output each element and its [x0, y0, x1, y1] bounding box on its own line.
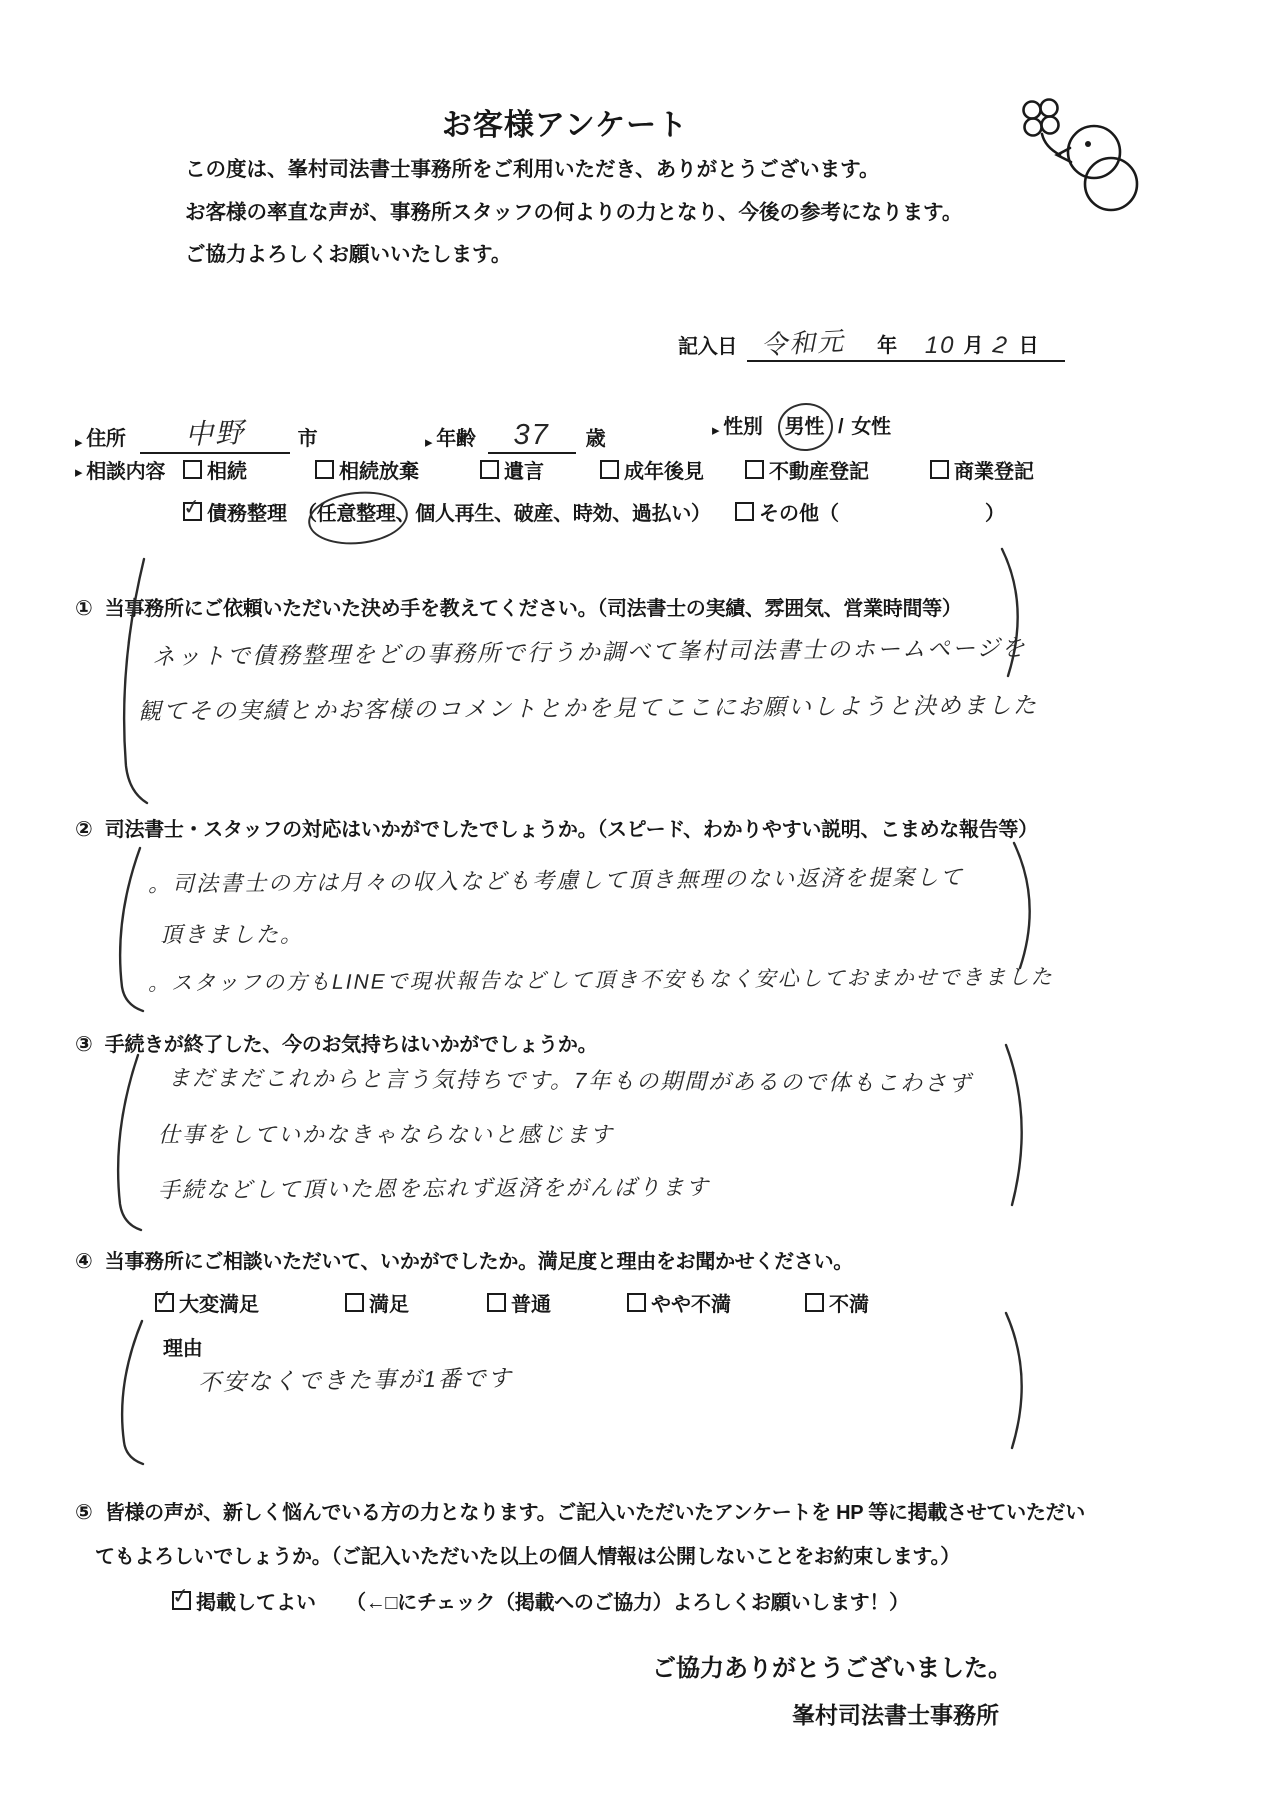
checkbox[interactable]: [930, 460, 949, 479]
date-year-unit: 年: [877, 335, 897, 357]
answer-bracket-left: [112, 1318, 148, 1468]
question-number: ①: [75, 597, 93, 620]
checkbox-taihen-manzoku[interactable]: [155, 1288, 259, 1317]
checkbox[interactable]: [480, 460, 499, 479]
checkbox[interactable]: [627, 1293, 646, 1312]
intro-line-3: ご協力よろしくお願いいたします。: [185, 243, 512, 266]
checkbox-label: 普通: [511, 1294, 551, 1316]
question-3: [75, 1028, 597, 1057]
age-unit: 歳: [585, 428, 606, 450]
checkbox[interactable]: [183, 460, 202, 479]
answer-line: 仕事をしていかなきゃならないと感じます: [158, 1122, 615, 1147]
question-text: 当事務所にご相談いただいて、いかがでしたか。満足度と理由をお聞かせください。: [104, 1251, 853, 1273]
checkbox[interactable]: [345, 1293, 364, 1312]
checkbox-label: やや不満: [651, 1294, 731, 1316]
question-number: ⑤: [75, 1501, 93, 1524]
age-group: [425, 410, 605, 454]
age-value: 37: [513, 419, 550, 451]
consult-label: 相談内容: [86, 461, 166, 483]
checkbox[interactable]: [735, 502, 754, 521]
address-unit: 市: [297, 428, 318, 450]
checkbox-manzoku[interactable]: [345, 1288, 409, 1317]
page-title: お客様アンケート: [441, 109, 689, 142]
checkbox-keisai[interactable]: [172, 1586, 316, 1615]
checkbox[interactable]: [745, 460, 764, 479]
footer-office-name: 峯村司法書士事務所: [792, 1702, 999, 1728]
checkbox[interactable]: [172, 1591, 191, 1610]
question-1: [75, 592, 962, 621]
question-text: 手続きが終了した、今のお気持ちはいかがでしょうか。: [104, 1034, 598, 1056]
reason-label: 理由: [163, 1338, 203, 1360]
checkbox-yuigon[interactable]: [480, 455, 544, 484]
question-number: ③: [75, 1033, 93, 1056]
checkbox-label: 満足: [369, 1294, 409, 1316]
checkbox-label: 相続放棄: [339, 461, 419, 483]
paren-rest: 、個人再生、破産、時効、過払い）: [395, 503, 711, 525]
checkbox[interactable]: [805, 1293, 824, 1312]
checkbox[interactable]: [315, 460, 334, 479]
reason-answer: 不安なくできた事が1番です: [197, 1364, 513, 1396]
intro-line-2: お客様の率直な声が、事務所スタッフの何よりの力となり、今後の参考になります。: [185, 201, 963, 224]
address-field[interactable]: [140, 410, 290, 454]
bullet-icon: ▸: [75, 434, 83, 451]
checkbox-seinen-kouken[interactable]: [600, 455, 704, 484]
sonota-paren-close: ）: [985, 503, 1005, 525]
gender-option-male[interactable]: 男性: [785, 410, 824, 439]
checkbox-label: 商業登記: [954, 461, 1034, 483]
answer-bracket-left: [114, 556, 150, 808]
age-label: 年齢: [436, 428, 476, 450]
answer-line: 。司法書士の方は月々の収入なども考慮して頂き無理のない返済を提案して: [147, 864, 965, 897]
question-5: [75, 1496, 1085, 1525]
age-field[interactable]: [488, 410, 576, 454]
checkbox-label: 大変満足: [179, 1294, 259, 1316]
question-2: [75, 813, 1038, 842]
checkbox-label: 掲載してよい: [196, 1592, 316, 1614]
date-row: [678, 316, 1065, 362]
checkbox-label: 遺言: [504, 461, 544, 483]
checkbox-fudousan-touki[interactable]: [745, 455, 869, 484]
consent-note: （←□にチェック（掲載へのご協力）よろしくお願いします！）: [346, 1592, 909, 1614]
checkbox-label: 不動産登記: [769, 461, 869, 483]
answer-bracket-right: [1008, 840, 1046, 972]
address-value: 中野: [184, 416, 246, 451]
checkbox-souzoku[interactable]: [183, 455, 247, 484]
bullet-icon: ▸: [75, 464, 83, 481]
date-day-unit: 日: [1018, 335, 1039, 357]
intro-line-1: この度は、峯村司法書士事務所をご利用いただき、ありがとうございます。: [185, 158, 880, 181]
consent-row: [172, 1586, 909, 1615]
gender-label: 性別: [723, 416, 763, 438]
date-fill-line[interactable]: [747, 316, 1065, 362]
bird-clover-icon: [1008, 92, 1143, 212]
date-label: 記入日: [678, 336, 738, 358]
gender-separator: /: [838, 416, 844, 438]
answer-line: 手続などして頂いた恩を忘れず返済をがんばります: [157, 1174, 711, 1203]
address-group: [75, 410, 317, 454]
checkbox[interactable]: [487, 1293, 506, 1312]
gender-group: [712, 410, 891, 442]
question-4: [75, 1245, 853, 1274]
date-month-unit: 月: [963, 335, 984, 357]
checkbox-fuman[interactable]: [805, 1288, 869, 1317]
answer-line: まだまだこれからと言う気持ちです。7年もの期間があるので体もこわさず: [167, 1065, 973, 1096]
checkbox-label: 不満: [829, 1294, 869, 1316]
question-number: ②: [75, 818, 93, 841]
question-text-line1: 皆様の声が、新しく悩んでいる方の力となります。ご記入いただいたアンケートを HP 等に掲載させていただい: [104, 1502, 1085, 1524]
question-text: 司法書士・スタッフの対応はいかがでしたでしょうか。（スピード、わかりやすい説明、こまめな報告等）: [104, 819, 1038, 841]
bird-body: [1057, 126, 1137, 210]
checkbox[interactable]: [600, 460, 619, 479]
checkbox-futsuu[interactable]: [487, 1288, 551, 1317]
checkbox-sonota[interactable]: [735, 497, 839, 526]
date-month-value: 10: [924, 332, 956, 359]
clover-icon: [1024, 100, 1061, 156]
question-text: 当事務所にご依頼いただいた決め手を教えてください。（司法書士の実績、雰囲気、営業時間等）: [104, 598, 962, 620]
debt-detail-text: [297, 497, 711, 526]
checkbox-souzoku-houki[interactable]: [315, 455, 419, 484]
question-number: ④: [75, 1250, 93, 1273]
bullet-icon: ▸: [425, 434, 433, 451]
answer-bracket-left: [108, 1052, 144, 1234]
checkbox-label: 債務整理: [207, 503, 287, 525]
question-text-line2: てもよろしいでしょうか。（ご記入いただいた以上の個人情報は公開しないことをお約束します。）: [95, 1546, 960, 1568]
checkbox-label: その他（: [759, 503, 839, 525]
checkbox-label: 成年後見: [624, 461, 704, 483]
answer-line: ネットで債務整理をどの事務所で行うか調べて峯村司法書士のホームページを: [151, 634, 1027, 670]
answer-bracket-right: [1000, 1042, 1038, 1209]
checkbox[interactable]: [183, 502, 202, 521]
footer-thanks: ご協力ありがとうございました。: [652, 1655, 1012, 1682]
answer-bracket-left: [110, 845, 146, 1015]
checkbox-yaya-fuman[interactable]: [627, 1288, 731, 1317]
answer-line: 観てその実績とかお客様のコメントとかを見てここにお願いしようと決めました: [137, 691, 1039, 725]
date-era-value: 令和元: [760, 325, 846, 361]
address-label: 住所: [86, 428, 126, 450]
answer-line: 。スタッフの方もLINEで現状報告などして頂き不安もなく安心しておまかせできました: [147, 965, 1054, 996]
answer-line: 頂きました。: [160, 922, 305, 947]
date-day-value: 2: [991, 331, 1011, 360]
checkbox-shougyou-touki[interactable]: [930, 455, 1034, 484]
checkbox[interactable]: [155, 1293, 174, 1312]
checkbox-label: 相続: [207, 461, 247, 483]
gender-option-female[interactable]: 女性: [851, 416, 891, 438]
debt-circled-option: 任意整理: [317, 497, 396, 526]
paren-open: （: [297, 503, 317, 525]
consult-label-group: [75, 455, 165, 484]
answer-bracket-right: [1000, 1310, 1038, 1452]
checkbox-saimu-seiri[interactable]: [183, 497, 287, 526]
bullet-icon: ▸: [712, 422, 720, 439]
